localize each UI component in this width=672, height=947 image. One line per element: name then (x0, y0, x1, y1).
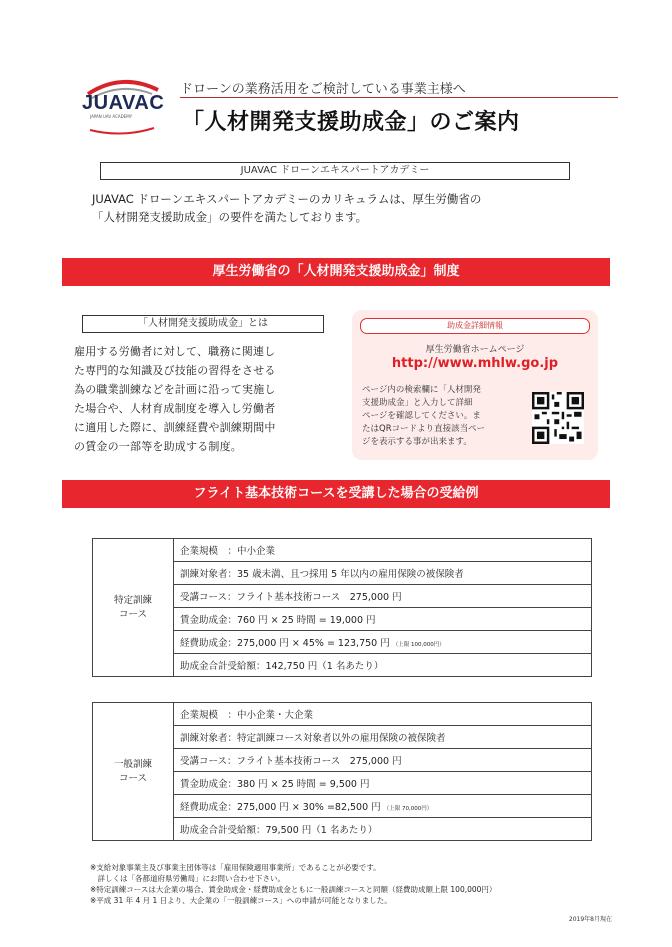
mhlw-url-link[interactable]: http://www.mhlw.go.jp (391, 356, 559, 371)
info-desc-line: 支援助成金」と入力して詳細 (362, 398, 473, 408)
footnote: ※特定訓練コースは大企業の場合、賃金助成金・経費助成金ともに一般訓練コースと同額（経費助成額上限 100,000円） (90, 885, 497, 894)
side-label-line: 一般訓練 (113, 758, 152, 770)
table-row (174, 795, 592, 818)
intro-text (92, 190, 592, 226)
footnotes (90, 862, 610, 906)
about-line: の賃金の一部等を助成する制度。 (74, 440, 242, 453)
about-description (74, 342, 334, 456)
info-pill-label: 助成金詳細情報 (360, 318, 590, 334)
logo-subtitle: JAPAN UAV ACADEMY (90, 114, 133, 119)
info-desc-line: ジを表示する事が出来ます。 (362, 437, 472, 447)
table-row: 受講コース：フライト基本技術コース 275,000 円 (174, 585, 592, 608)
footnote: 詳しくは「各都道府県労働局」にお問い合わせ下さい。 (90, 874, 285, 883)
table-row: 助成金合計受給額：142,750 円（1 名あたり） (174, 654, 592, 677)
section-heading-system: 厚生労働省の「人材開発支援助成金」制度 (62, 258, 610, 286)
table-side-label (93, 703, 174, 841)
flyer-page (52, 50, 620, 930)
academy-name-box: JUAVAC ドローンエキスパートアカデミー (100, 162, 570, 180)
table-row-text: 経費助成金：275,000 円 × 45% = 123,750 円 (180, 638, 390, 649)
info-desc-line: ページ内の検索欄に「人材開発 (362, 385, 481, 395)
intro-line-2: 「人材開発支援助成金」の要件を満たしております。 (92, 210, 368, 224)
table-row (174, 631, 592, 654)
subsidy-info-box (352, 310, 598, 460)
table-row: 企業規模 ：中小企業 (174, 539, 592, 562)
intro-line-1: JUAVAC ドローンエキスパートアカデミーのカリキュラムは、厚生労働省の (92, 192, 482, 206)
tagline: ドローンの業務活用をご検討している事業主様へ (180, 82, 466, 97)
table-row: 受講コース：フライト基本技術コース 275,000 円 (174, 749, 592, 772)
table-row-text: 経費助成金：275,000 円 × 30% =82,500 円 (180, 802, 381, 813)
qr-code-icon[interactable] (532, 392, 584, 444)
special-course-table (92, 538, 592, 677)
about-line: 雇用する労働者に対して、職務に関連し (74, 345, 276, 358)
table-row: 賃金助成金：380 円 × 25 時間 = 9,500 円 (174, 772, 592, 795)
table-row: 訓練対象者：特定訓練コース対象者以外の雇用保険の被保険者 (174, 726, 592, 749)
info-desc-line: ページを確認してください。ま (362, 411, 481, 421)
page-title: 「人材開発支援助成金」のご案内 (182, 110, 520, 135)
table-row: 企業規模 ：中小企業・大企業 (174, 703, 592, 726)
limit-note: （上限 100,000円） (392, 642, 445, 648)
section-heading-example: フライト基本技術コースを受講した場合の受給例 (62, 480, 610, 508)
about-line: に適用した際に、訓練経費や訓練期間中 (74, 421, 276, 434)
about-line: た場合や、人材育成制度を導入し労働者 (74, 402, 276, 415)
about-heading-box: 「人材開発支援助成金」とは (82, 315, 324, 333)
footnote: ※平成 31 年 4 月 1 日より、大企業の「一般訓練コース」への申請が可能となりました。 (90, 896, 392, 905)
issue-date: 2019年8月現在 (568, 916, 612, 923)
info-homepage-label: 厚生労働省ホームページ (425, 345, 525, 355)
side-label-line: 特定訓練 (113, 594, 152, 606)
side-label-line: コース (118, 772, 148, 784)
table-row: 賃金助成金：760 円 × 25 時間 = 19,000 円 (174, 608, 592, 631)
about-line: 為の職業訓練などを計画に沿って実施し (74, 383, 276, 396)
side-label-line: コース (118, 608, 148, 620)
header-rule (180, 97, 618, 98)
footnote: ※支給対象事業主及び事業主団体等は「雇用保険適用事業所」であることが必要です。 (90, 863, 381, 872)
limit-note: （上限 70,000円） (383, 806, 433, 812)
table-row: 助成金合計受給額：79,500 円（1 名あたり） (174, 818, 592, 841)
info-instructions (362, 384, 520, 449)
table-side-label (93, 539, 174, 677)
general-course-table (92, 702, 592, 841)
about-line: た専門的な知識及び技能の習得をさせる (74, 364, 276, 377)
logo-wordmark: JUAVAC (82, 92, 165, 114)
juavac-logo (82, 76, 165, 136)
info-desc-line: たはQRコードより直接該当ペー (362, 424, 486, 434)
table-row: 訓練対象者：35 歳未満、且つ採用 5 年以内の雇用保険の被保険者 (174, 562, 592, 585)
